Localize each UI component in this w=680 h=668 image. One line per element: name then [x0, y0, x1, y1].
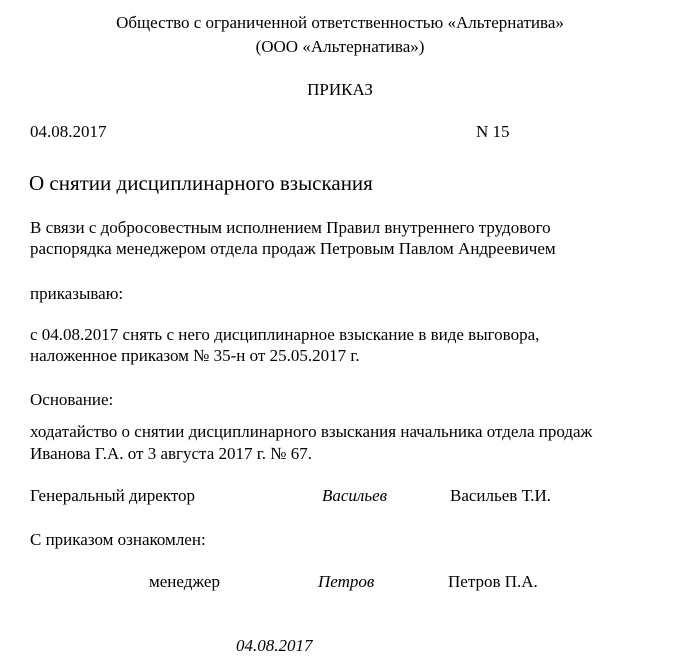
order-text-line-1: с 04.08.2017 снять с него дисциплинарное взыскание в виде выговора, [30, 325, 540, 344]
order-text-line-2: наложенное приказом № 35-н от 25.05.2017 г. [30, 346, 360, 365]
order-word: приказываю: [30, 284, 124, 303]
document-number: N 15 [476, 122, 510, 141]
acknowledgement-date: 04.08.2017 [236, 636, 313, 655]
organization-full-name: Общество с ограниченной ответственностью «Альтернатива» [116, 13, 564, 32]
document-subject: О снятии дисциплинарного взыскания [29, 171, 373, 195]
document-date: 04.08.2017 [30, 122, 107, 141]
basis-line-2: Иванова Г.А. от 3 августа 2017 г. № 67. [30, 444, 313, 463]
basis-line-1: ходатайство о снятии дисциплинарного взыскания начальника отдела продаж [30, 422, 593, 441]
acknowledgement-label: С приказом ознакомлен: [30, 530, 206, 549]
employee-signature: Петров [318, 572, 375, 591]
document-type: ПРИКАЗ [307, 80, 373, 99]
preamble-line-2: распорядка менеджером отдела продаж Петровым Павлом Андреевичем [30, 239, 556, 258]
director-position: Генеральный директор [30, 486, 196, 505]
director-signature: Васильев [322, 486, 388, 505]
basis-label: Основание: [30, 390, 114, 409]
employee-position: менеджер [149, 572, 220, 591]
preamble-line-1: В связи с добросовестным исполнением Правил внутреннего трудового [30, 218, 551, 237]
employee-name: Петров П.А. [448, 572, 538, 591]
organization-short-name: (ООО «Альтернатива») [255, 37, 425, 56]
director-name: Васильев Т.И. [450, 486, 552, 505]
